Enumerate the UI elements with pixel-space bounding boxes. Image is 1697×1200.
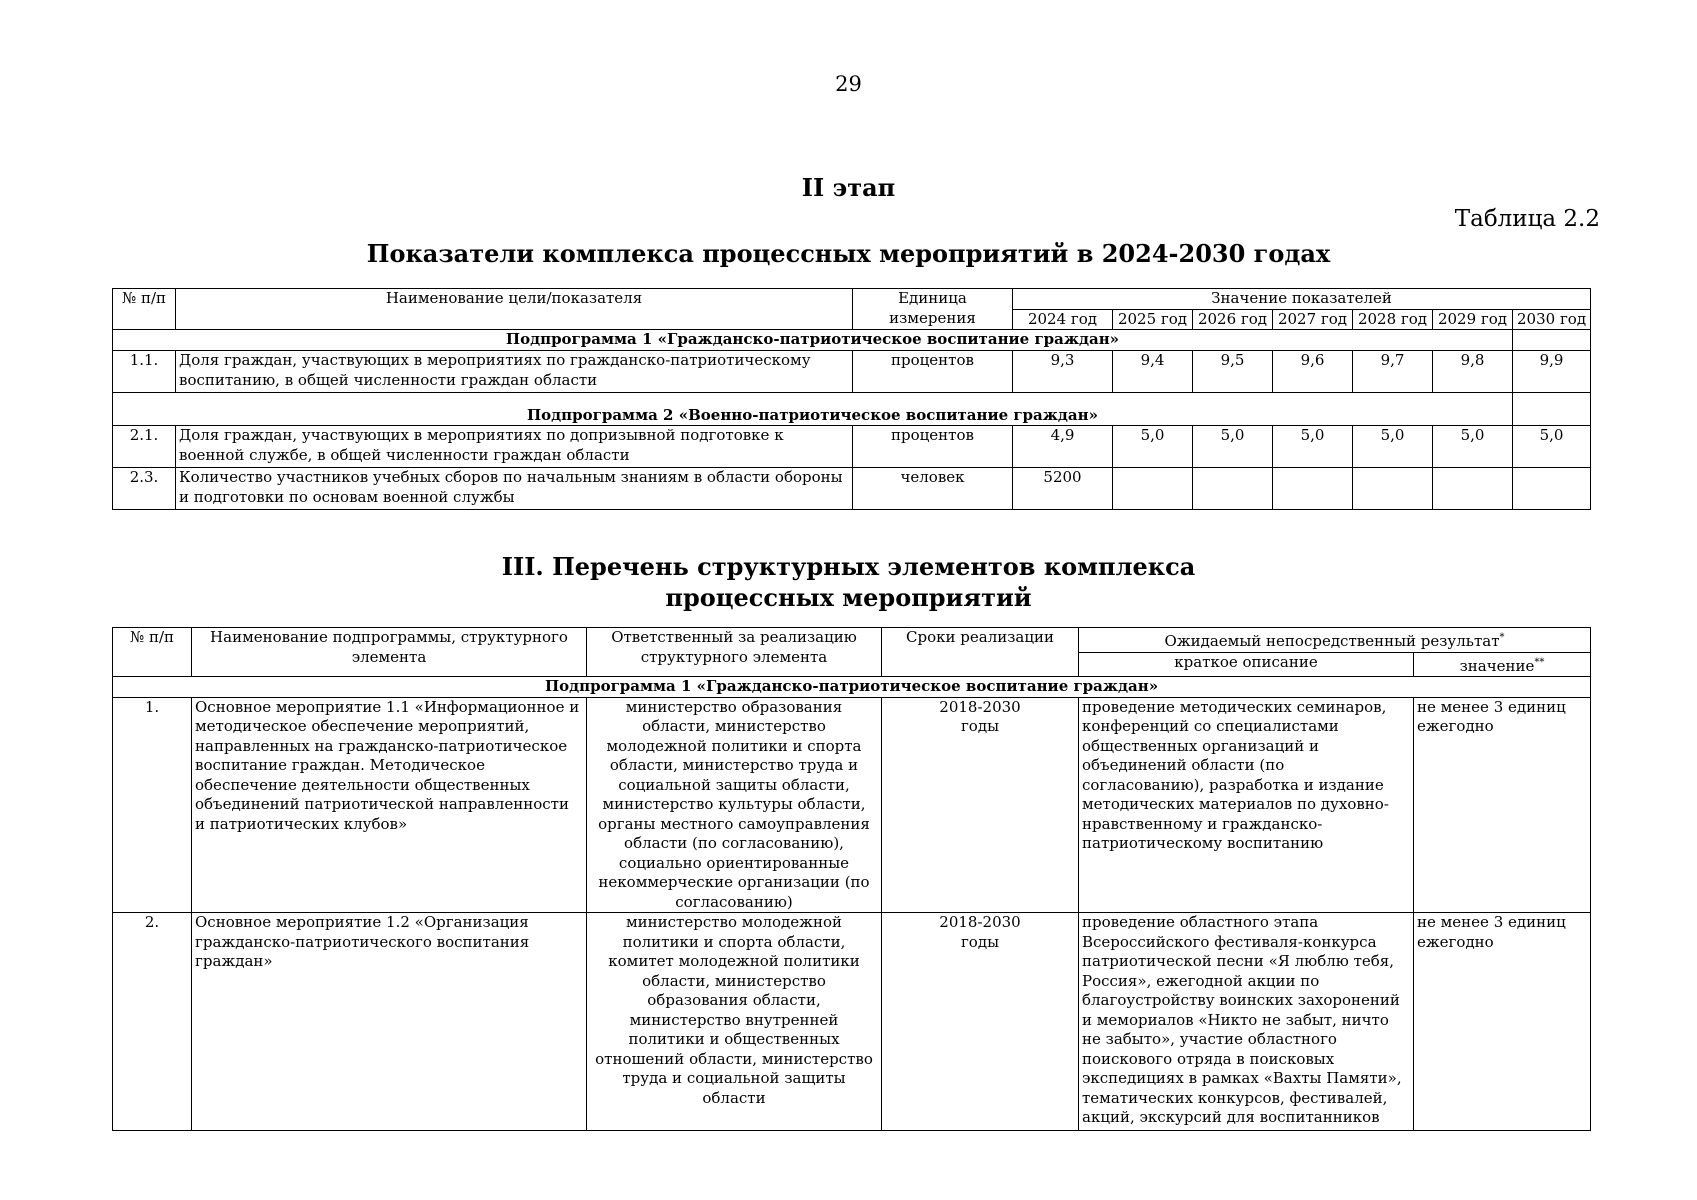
structural-elements-table <box>112 627 1591 1131</box>
header-num: № п/п <box>113 628 192 677</box>
row-num: 1.1. <box>113 351 176 393</box>
row-value <box>1513 468 1591 510</box>
row-name: Доля граждан, участвующих в мероприятиях по допризывной подготовке к военной службе, в общей численности граждан области <box>176 426 853 468</box>
row-value: 5200 <box>1013 468 1113 510</box>
empty-cell <box>1513 330 1591 351</box>
row-value: 5,0 <box>1433 426 1513 468</box>
section-title-indicators: Показатели комплекса процессных мероприятий в 2024-2030 годах <box>366 239 1331 268</box>
row-value: 9,9 <box>1513 351 1591 393</box>
header-year: 2028 год <box>1353 309 1433 330</box>
row-num: 2.3. <box>113 468 176 510</box>
row-value: 4,9 <box>1013 426 1113 468</box>
row-num: 2. <box>113 913 192 1131</box>
stage-title: II этап <box>801 173 896 202</box>
row-value <box>1353 468 1433 510</box>
header-year: 2027 год <box>1273 309 1353 330</box>
row-unit: человек <box>853 468 1013 510</box>
row-value: 9,8 <box>1433 351 1513 393</box>
header-name: Наименование цели/показателя <box>176 289 853 330</box>
section-title-line: III. Перечень структурных элементов комплекса <box>501 552 1196 581</box>
header-result-label: Ожидаемый непосредственный результат <box>1164 632 1500 650</box>
row-value: 9,6 <box>1273 351 1353 393</box>
header-year: 2029 год <box>1433 309 1513 330</box>
row-value: 9,4 <box>1113 351 1193 393</box>
row-value <box>1433 468 1513 510</box>
header-description: краткое описание <box>1079 652 1414 677</box>
row-name: Основное мероприятие 1.1 «Информационное и методическое обеспечение мероприятий, направленных на гражданско-патриотическое воспитание граждан. Методическое обеспечение деятельности общественных объединений патриотической направленности и патриотических клубов» <box>192 697 587 913</box>
row-unit: процентов <box>853 426 1013 468</box>
indicators-table <box>112 288 1591 510</box>
header-year: 2024 год <box>1013 309 1113 330</box>
row-value <box>1113 468 1193 510</box>
row-num: 1. <box>113 697 192 913</box>
row-value: не менее 3 единиц ежегодно <box>1414 913 1591 1131</box>
section-title-structural-elements <box>0 551 1697 613</box>
header-name: Наименование подпрограммы, структурного элемента <box>192 628 587 677</box>
row-responsible: министерство молодежной политики и спорта области, комитет молодежной политики области, министерство образования области, министерство внутренней политики и общественных отношений области, министерство труда и социальной защиты области <box>587 913 882 1131</box>
row-value: 9,7 <box>1353 351 1433 393</box>
subprogram-row: Подпрограмма 1 «Гражданско-патриотическое воспитание граждан» <box>113 677 1591 698</box>
header-year: 2025 год <box>1113 309 1193 330</box>
row-description: проведение областного этапа Всероссийского фестиваля-конкурса патриотической песни «Я люблю тебя, Россия», ежегодной акции по благоустройству воинских захоронений и мемориалов «Никто не забыт, ничто не забыто», участие областного поискового отряда в поисковых экспедициях в рамках «Вахты Памяти», тематических конкурсов, фестивалей, акций, экскурсий для воспитанников <box>1079 913 1414 1131</box>
header-value-label: значение <box>1459 656 1535 675</box>
row-name: Количество участников учебных сборов по начальным знаниям в области обороны и подготовки по основам военной службы <box>176 468 853 510</box>
table-label: Таблица 2.2 <box>1454 206 1600 232</box>
row-value: не менее 3 единиц ежегодно <box>1414 697 1591 913</box>
row-num: 2.1. <box>113 426 176 468</box>
subprogram-row: Подпрограмма 2 «Военно-патриотическое воспитание граждан» <box>113 393 1513 426</box>
page-number: 29 <box>835 72 862 96</box>
header-num: № п/п <box>113 289 176 330</box>
row-terms: 2018-2030 годы <box>882 913 1079 1131</box>
header-terms: Сроки реализации <box>882 628 1079 677</box>
header-values: Значение показателей <box>1013 289 1591 310</box>
row-value <box>1273 468 1353 510</box>
row-name: Основное мероприятие 1.2 «Организация гражданско-патриотического воспитания граждан» <box>192 913 587 1131</box>
empty-cell <box>1513 393 1591 426</box>
subprogram-row: Подпрограмма 1 «Гражданско-патриотическое воспитание граждан» <box>113 330 1513 351</box>
row-value: 5,0 <box>1113 426 1193 468</box>
footnote-mark: * <box>1499 632 1505 643</box>
row-description: проведение методических семинаров, конференций со специалистами общественных организаций и объединений области (по согласованию), разработка и издание методических материалов по духовно-нравственному и гражданско-патриотическому воспитанию <box>1079 697 1414 913</box>
header-responsible: Ответственный за реализацию структурного элемента <box>587 628 882 677</box>
row-value: 5,0 <box>1273 426 1353 468</box>
section-title-line: процессных мероприятий <box>665 583 1032 612</box>
row-responsible: министерство образования области, министерство молодежной политики и спорта области, министерство труда и социальной защиты области, министерство культуры области, органы местного самоуправления области (по согласованию), социально ориентированные некоммерческие организации (по согласованию) <box>587 697 882 913</box>
row-value: 5,0 <box>1193 426 1273 468</box>
row-unit: процентов <box>853 351 1013 393</box>
header-result <box>1079 628 1591 653</box>
header-year: 2030 год <box>1513 309 1591 330</box>
header-unit: Единица измерения <box>853 289 1013 330</box>
footnote-mark: ** <box>1534 656 1545 668</box>
row-name: Доля граждан, участвующих в мероприятиях по гражданско-патриотическому воспитанию, в общей численности граждан области <box>176 351 853 393</box>
row-value <box>1193 468 1273 510</box>
row-terms: 2018-2030 годы <box>882 697 1079 913</box>
row-value: 5,0 <box>1353 426 1433 468</box>
header-value <box>1414 652 1591 677</box>
row-value: 5,0 <box>1513 426 1591 468</box>
row-value: 9,5 <box>1193 351 1273 393</box>
row-value: 9,3 <box>1013 351 1113 393</box>
header-year: 2026 год <box>1193 309 1273 330</box>
